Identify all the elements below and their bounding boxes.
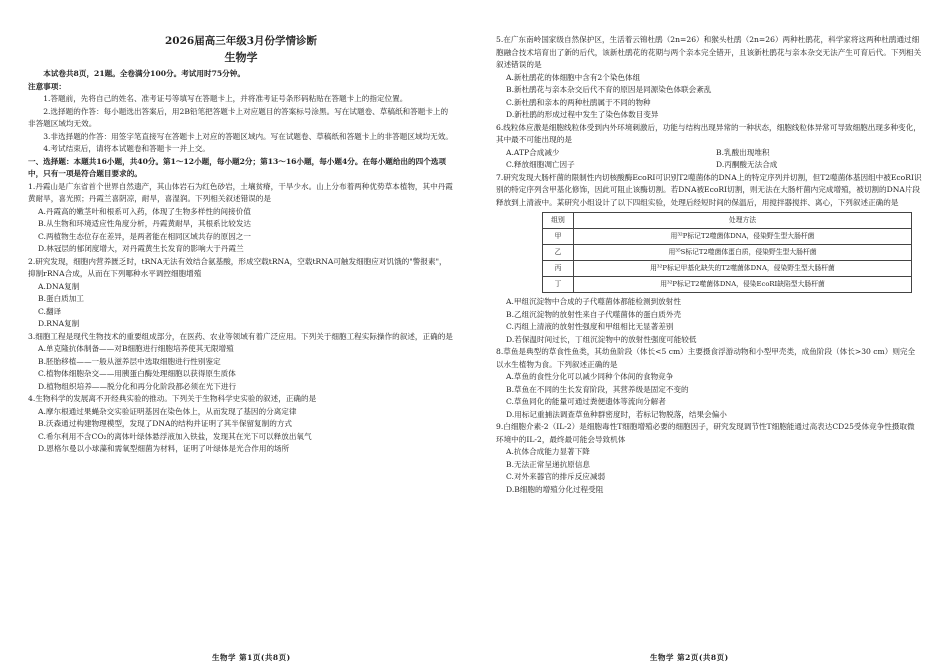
table-header: 组别 (543, 213, 574, 229)
table-row (543, 245, 912, 261)
option-d[interactable]: D.新杜鹃的形成过程中发生了染色体数目变异 (506, 110, 659, 119)
table-cell: 甲 (543, 229, 574, 245)
option-a[interactable]: A.ATP合成减少 (506, 147, 560, 157)
exam-info: 本试卷共8页，21题。全卷满分100分。考试用时75分钟。 (43, 69, 245, 78)
table-header-row (543, 213, 912, 229)
option-c[interactable]: C.释放细胞凋亡因子 (506, 160, 575, 169)
question-stem: 7.研究发现大肠杆菌的限制性内切核酸酶EcoRⅠ可识别T2噬菌体的DNA上的特定序列并切割，但T2噬菌体基因组中被EcoRⅠ识别的特定序列含甲基化修饰，因此可阻止该酶切割。若DNA被EcoRⅠ切割，则无法在大肠杆菌内完成增殖，被切割的DNA片段释放到上清液中。某研究小组设计了以下四组实验，处理后经短时间的保温后，用搅拌器搅拌、离心，下列叙述正确的是 (496, 172, 922, 207)
option-row (496, 147, 922, 160)
page-footer-left: 生物学 第1页(共8页) (212, 653, 291, 662)
option-d[interactable]: D.B细胞的增殖分化过程受阻 (506, 484, 604, 494)
question-stem: 6.线粒体应激是细胞线粒体受到内外环境刺激后，功能与结构出现异常的一种状态，细胞线粒体异常可导致细胞出现多种变化，其中最不可能出现的是 (496, 122, 921, 144)
table-cell: 丙 (543, 261, 574, 277)
option-a[interactable]: A.新杜鹃花的体细胞中含有2个染色体组 (506, 72, 641, 82)
option-row (496, 159, 922, 172)
option-a[interactable]: A.单克隆抗体制备——对B细胞进行细胞培养使其无限增殖 (38, 344, 234, 353)
question-3 (28, 331, 454, 394)
question-stem: 3.细胞工程是现代生物技术的重要组成部分，在医药、农业等领域有着广泛应用。下列关于细胞工程实际操作的叙述，正确的是 (28, 331, 453, 341)
option-b[interactable]: B.新杜鹃花与亲本杂交后代不育的原因是同源染色体联会紊乱 (506, 85, 712, 94)
question-9 (496, 421, 922, 496)
option-b[interactable]: B.蛋白质加工 (38, 294, 84, 303)
option-d[interactable]: D.植物组织培养——脱分化和再分化阶段都必须在光下进行 (38, 381, 237, 391)
option-c[interactable]: C.希尔利用不含CO₂的离体叶绿体悬浮液加入铁盐，发现其在光下可以释放出氧气 (38, 431, 312, 441)
option-b[interactable]: B.乙组沉淀物的放射性来自子代噬菌体的蛋白质外壳 (506, 309, 682, 319)
option-c[interactable]: C.对外来器官的排斥反应减弱 (506, 472, 606, 481)
option-a[interactable]: A.摩尔根通过果蝇杂交实验证明基因在染色体上，从而发现了基因的分离定律 (38, 406, 297, 416)
question-2 (28, 256, 454, 331)
exam-title: 2026届高三年级3月份学情诊断 (164, 35, 318, 47)
table-cell: 用³²P标记T2噬菌体DNA，侵染野生型大肠杆菌 (574, 229, 912, 245)
note-item: 4.考试结束后，请将本试题卷和答题卡一并上交。 (43, 144, 210, 153)
page-footer-right: 生物学 第2页(共8页) (650, 653, 729, 662)
option-a[interactable]: A.丹霞高的嫩茎叶和根系可入药，体现了生物多样性的间接价值 (38, 206, 251, 216)
right-column (496, 34, 922, 496)
question-stem: 8.草鱼是典型的草食性鱼类，其幼鱼阶段（体长<5 cm）主要摄食浮游动物和小型甲壳类，成鱼阶段（体长>30 cm）则完全以水生植物为食。下列叙述正确的是 (496, 347, 916, 369)
table-header: 处理方法 (574, 213, 912, 229)
question-stem: 4.生物科学的发展离不开经典实验的推动。下列关于生物科学史实验的叙述，正确的是 (28, 394, 317, 403)
table-row (543, 261, 912, 277)
option-c[interactable]: C.草鱼同化的能量可通过粪便遗体等流向分解者 (506, 397, 666, 406)
question-5 (496, 34, 922, 122)
option-c[interactable]: C.翻译 (38, 306, 62, 316)
table-cell: 用³²P标记甲基化缺失的T2噬菌体DNA，侵染野生型大肠杆菌 (574, 261, 912, 277)
option-d[interactable]: D.恩格尔曼以小球藻和需氧型细菌为材料，证明了叶绿体是光合作用的场所 (38, 444, 290, 453)
option-a[interactable]: A.甲组沉淀物中合成的子代噬菌体都能检测到放射性 (506, 297, 681, 306)
question-stem: 5.在广东南岭国家级自然保护区，生活着云锦杜鹃（2n=26）和猴头杜鹃（2n=26）两种杜鹃花，科学家将这两种杜鹃通过细胞融合技术培育出了新的后代，该新杜鹃花的花期与两个亲本完全错开，且该新杜鹃花与亲本杂交无法产生可育后代。下列相关叙述错误的是 (496, 35, 922, 69)
option-a[interactable]: A.抗体合成能力显著下降 (506, 447, 590, 456)
section-heading: 一、选择题：本题共16小题，共40分。第1～12小题，每小题2分；第13～16小题，每小题4分。在每小题给出的四个选项中，只有一项是符合题目要求的。 (28, 156, 446, 178)
note-item: 1.答题前，先将自己的姓名、准考证号等填写在答题卡上，并将准考证号条形码粘贴在答题卡上的指定位置。 (43, 94, 408, 103)
question-8 (496, 346, 922, 421)
subject-title: 生物学 (224, 51, 258, 64)
table-row (543, 277, 912, 293)
question-1 (28, 181, 454, 256)
option-b[interactable]: B.从生物和环境适应性角度分析，丹霞黄耐旱，其根系比较发达 (38, 219, 252, 228)
question-stem: 2.研究发现，细胞内营养匮乏时，tRNA无法有效结合氨基酸，形成空载tRNA，空载tRNA可触发细胞应对饥饿的"警报素"，抑制rRNA合成，从而在下列哪种水平调控细胞增殖 (28, 256, 447, 278)
table-cell: 乙 (543, 245, 574, 261)
option-d[interactable]: D.丙酮酸无法合成 (716, 160, 778, 169)
option-b[interactable]: B.胚胎移植——一般从滋养层中选取细胞进行性别鉴定 (38, 356, 221, 366)
table-row (543, 229, 912, 245)
option-b[interactable]: B.无法正常呈递抗原信息 (506, 459, 590, 469)
option-c[interactable]: C.新杜鹃和亲本的两种杜鹃属于不同的物种 (506, 97, 651, 107)
option-b[interactable]: B.草鱼在不同的生长发育阶段，其营养级是固定不变的 (506, 384, 689, 394)
option-d[interactable]: D.RNA复制 (38, 319, 80, 328)
note-item: 2.选择题的作答：每小题选出答案后，用2B铅笔把答题卡上对应题目的答案标号涂黑。写在试题卷、草稿纸和答题卡上的非答题区域均无效。 (28, 106, 449, 128)
option-a[interactable]: A.草鱼的食性分化可以减少同种个体间的食物竞争 (506, 372, 674, 381)
question-stem: 1.丹霞山是广东省首个世界自然遗产，其山体岩石为红色砂岩，土壤贫瘠，干旱少水。山上分布着两种优势草本植物，其中丹霞黄耐旱，喜光照；丹霞兰喜阴凉，耐旱，喜湿润。下列相关叙述错误的是 (28, 181, 453, 203)
question-7 (496, 172, 922, 347)
table-cell: 用³²P标记T2噬菌体DNA，侵染EcoRⅠ缺陷型大肠杆菌 (574, 277, 912, 293)
option-c[interactable]: C.植物体细胞杂交——用胰蛋白酶处理细胞以获得原生质体 (38, 369, 236, 378)
option-d[interactable]: D.若保温时间过长，丁组沉淀物中的放射性强度可能较低 (506, 334, 697, 344)
left-column (28, 34, 454, 456)
option-a[interactable]: A.DNA复制 (38, 281, 80, 291)
option-c[interactable]: C.两植物生态位存在差异，是两者能在相同区域共存的原因之一 (38, 231, 251, 241)
notes-heading: 注意事项： (28, 81, 66, 91)
question-stem: 9.白细胞介素-2（IL-2）是细胞毒性T细胞增殖必要的细胞因子，研究发现调节性T细胞能通过高表达CD25受体竞争性摄取微环境中的IL-2，最终最可能会导致机体 (496, 422, 915, 444)
table-cell: 用³⁵S标记T2噬菌体蛋白质，侵染野生型大肠杆菌 (574, 245, 912, 261)
table-cell: 丁 (543, 277, 574, 293)
option-c[interactable]: C.丙组上清液的放射性强度和甲组相比无显著差别 (506, 322, 674, 331)
option-b[interactable]: B.乳酸出现堆积 (716, 147, 770, 157)
option-b[interactable]: B.沃森通过构建物理模型，发现了DNA的结构并证明了其半保留复制的方式 (38, 419, 293, 428)
option-d[interactable]: D.用标记重捕法调查草鱼种群密度时，若标记物脱落，结果会偏小 (506, 409, 727, 419)
note-item: 3.非选择题的作答：用签字笔直接写在答题卡上对应的答题区域内。写在试题卷、草稿纸和答题卡上的非答题区域均无效。 (43, 131, 453, 141)
question-6 (496, 122, 922, 172)
option-d[interactable]: D.林冠层的郁闭度增大，对丹霞黄生长发育的影响大于丹霞兰 (38, 244, 244, 253)
experiment-table (542, 212, 912, 293)
question-4 (28, 393, 454, 456)
